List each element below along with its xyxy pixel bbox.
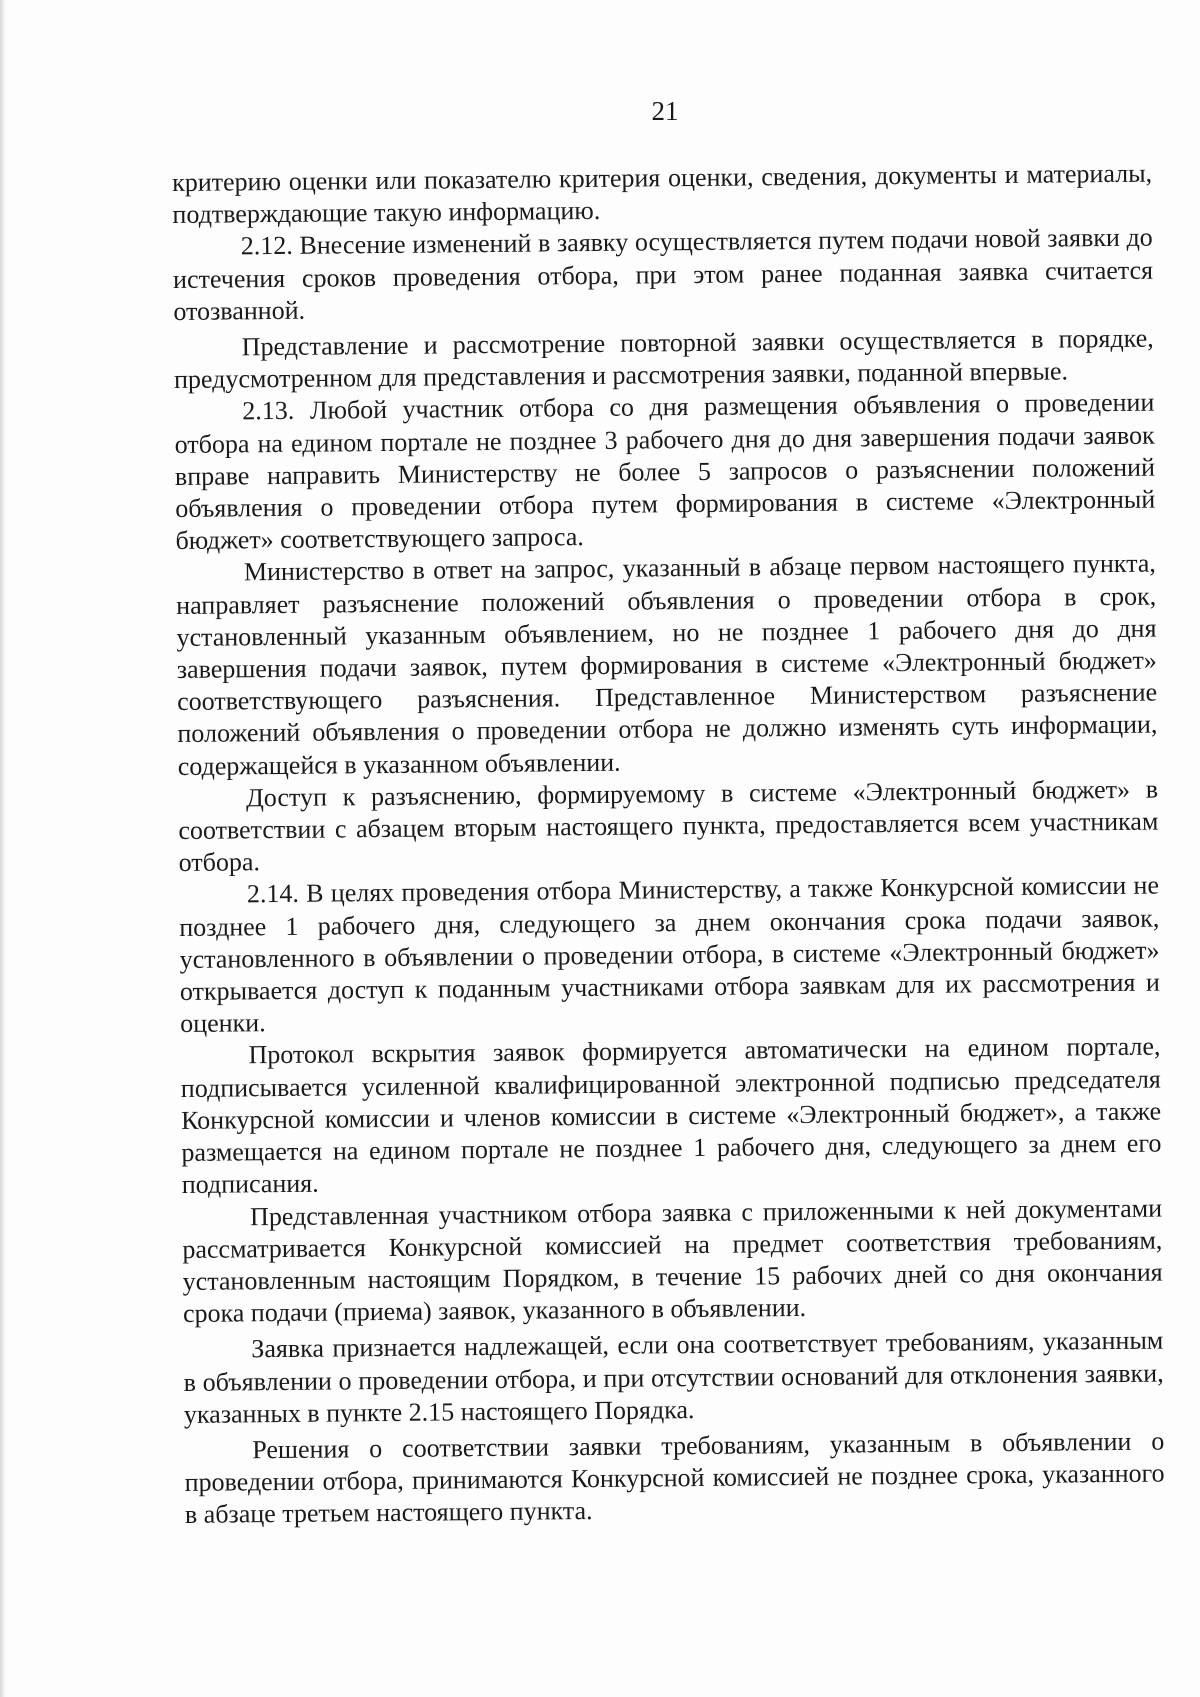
paragraph-repeat-application: Представление и рассмотрение повторной заявки осуществляется в порядке, предусмотренном для представления и рассмотрения заявки, поданной впервые. — [173, 323, 1154, 395]
paragraph-2-13: 2.13. Любой участник отбора со дня размещения объявления о проведении отбора на едином портале не позднее 3 рабочего дня до дня завершения подачи заявок вправе направить Министерству не более 5 запросов о разъяснении положений объявления о проведении отбора путем формирования в системе «Электронный бюджет» соответствующего запроса. — [174, 388, 1156, 556]
paragraph-2-14: 2.14. В целях проведения отбора Министерству, а также Конкурсной комиссии не позднее 1 рабочего дня, следующего за днем окончания срока подачи заявок, установленного в объявлении о проведении отбора, в системе «Электронный бюджет» открывается доступ к поданным участниками отбора заявкам для их рассмотрения и оценки. — [179, 871, 1161, 1039]
paragraph-continuation: критерию оценки или показателю критерия оценки, сведения, документы и материалы, подтверждающие такую информацию. — [172, 158, 1153, 230]
scan-edge-shadow — [0, 0, 6, 1697]
paragraph-ministry-response: Министерство в ответ на запрос, указанный в абзаце первом настоящего пункта, направляет разъяснение положений объявления о проведении отбора в срок, установленный указанным объявлением, но не позднее 1 рабочего дня до дня завершения подачи заявок, путем формирования в системе «Электронный бюджет» соответствующего разъяснения. Представленное Министерством разъяснение положений объявления о проведении отбора не должно изменять суть информации, содержащейся в указанном объявлении. — [176, 549, 1158, 781]
document-body — [172, 158, 1165, 1532]
paragraph-compliance-decision: Решения о соответствии заявки требованиям, указанным в объявлении о проведении отбора, принимаются Конкурсной комиссией не позднее срока, указанного в абзаце третьем настоящего пункта. — [184, 1426, 1165, 1530]
paragraph-access-clarification: Доступ к разъяснению, формируемому в системе «Электронный бюджет» в соответствии с абзацем вторым настоящего пункта, предоставляется всем участникам отбора. — [178, 774, 1159, 878]
paragraph-2-12: 2.12. Внесение изменений в заявку осуществляется путем подачи новой заявки до истечения сроков проведения отбора, при этом ранее поданная заявка считается отозванной. — [172, 222, 1154, 326]
paragraph-review-period: Представленная участником отбора заявка с приложенными к ней документами рассматривается Конкурсной комиссией на предмет соответствия требованиям, установленным настоящим Порядком, в течение 15 рабочих дней со дня окончания срока подачи (приема) заявок, указанного в объявлении. — [182, 1193, 1163, 1329]
paragraph-proper-application: Заявка признается надлежащей, если она соответствует требованиям, указанным в объявлении о проведении отбора, и при отсутствии оснований для отклонения заявки, указанных в пункте 2.15 настоящего Порядка. — [183, 1325, 1164, 1429]
page-number: 21 — [651, 96, 679, 126]
paragraph-opening-protocol: Протокол вскрытия заявок формируется автоматически на едином портале, подписывается усиленной квалифицированной электронной подписью председателя Конкурсной комиссии и членов комиссии в системе «Электронный бюджет», а также размещается на едином портале не позднее 1 рабочего дня, следующего за днем его подписания. — [180, 1032, 1162, 1200]
